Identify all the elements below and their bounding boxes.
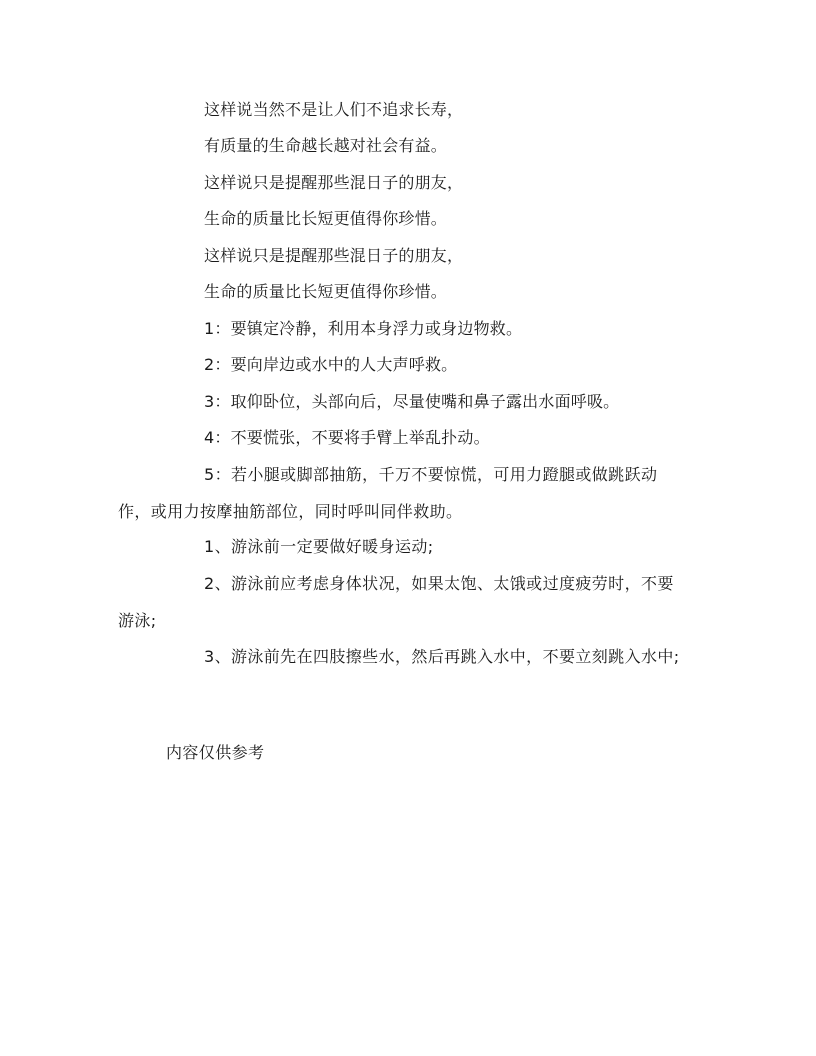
text-line: 这样说只是提醒那些混日子的朋友， <box>204 173 464 192</box>
text-line: 生命的质量比长短更值得你珍惜。 <box>204 282 448 301</box>
tip-item: 2、游泳前应考虑身体状况，如果太饱、太饿或过度疲劳时，不要游泳; <box>118 574 674 630</box>
text-line: 这样说当然不是让人们不追求长寿， <box>204 100 464 119</box>
text-line: 这样说只是提醒那些混日子的朋友， <box>204 246 464 265</box>
footer-disclaimer: 内容仅供参考 <box>166 743 265 762</box>
text-line: 生命的质量比长短更值得你珍惜。 <box>204 209 448 228</box>
list-item: 1：要镇定冷静，利用本身浮力或身边物救。 <box>204 319 523 338</box>
tip-item: 1、游泳前一定要做好暖身运动; <box>204 537 434 556</box>
tip-item: 3、游泳前先在四肢擦些水，然后再跳入水中，不要立刻跳入水中; <box>204 647 680 666</box>
list-item: 3：取仰卧位，头部向后，尽量使嘴和鼻子露出水面呼吸。 <box>204 392 620 411</box>
list-item: 2：要向岸边或水中的人大声呼救。 <box>204 355 458 374</box>
list-item: 4：不要慌张，不要将手臂上举乱扑动。 <box>204 428 490 447</box>
text-line: 有质量的生命越长越对社会有益。 <box>204 136 448 155</box>
list-item-wrapped: 5：若小腿或脚部抽筋，千万不要惊慌，可用力蹬腿或做跳跃动作，或用力按摩抽筋部位，同时呼叫同伴救助。 <box>118 465 658 521</box>
